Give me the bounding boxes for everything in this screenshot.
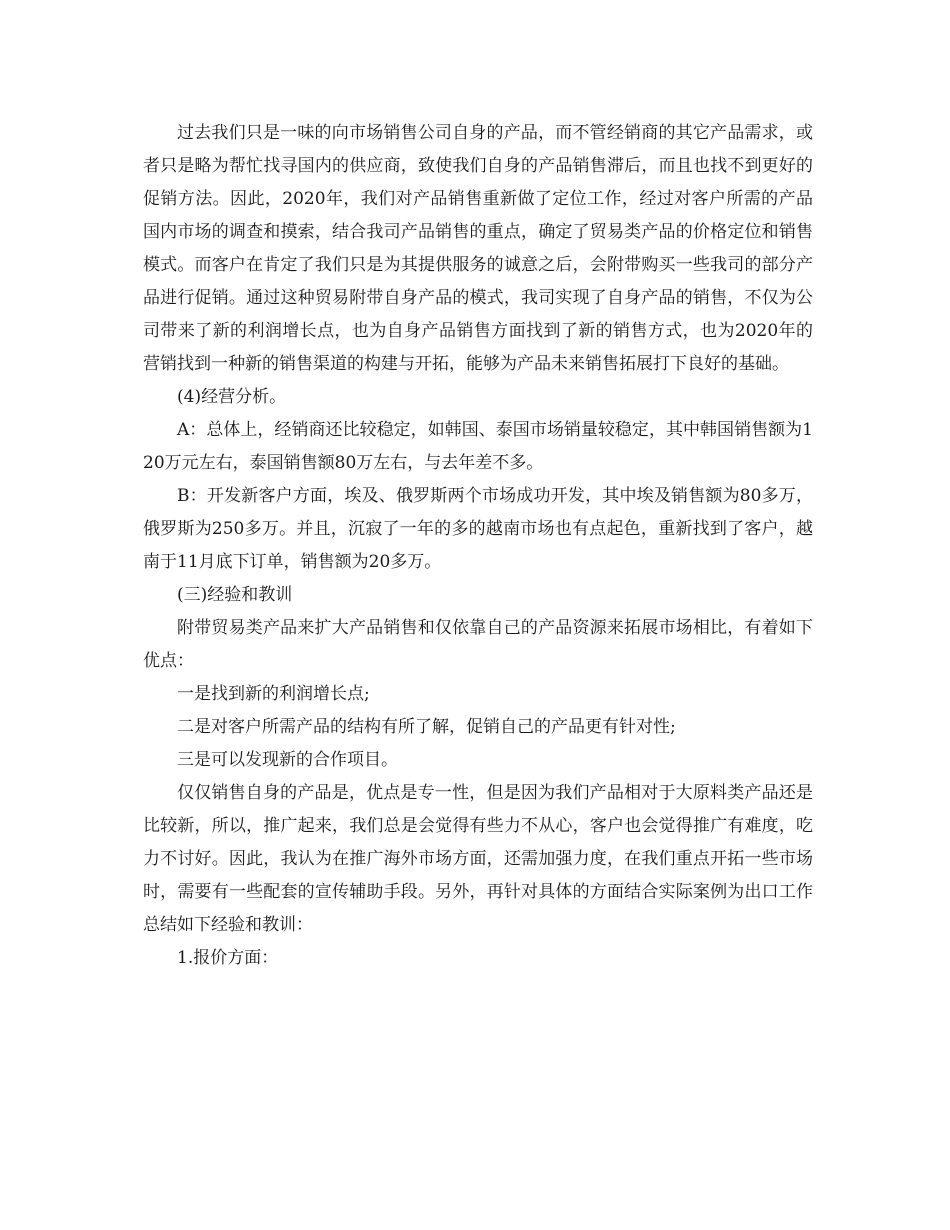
heading-quotation: 1.报价方面： [177,948,279,968]
paragraph-advantages-intro: 附带贸易类产品来扩大产品销售和仅依靠自己的产品资源来拓展市场相比，有着如下优点： [143,618,813,671]
list-item-advantage-3: 三是可以发现新的合作项目。 [177,750,398,770]
list-item-advantage-2: 二是对客户所需产品的结构有所了解，促销自己的产品更有针对性; [177,717,676,737]
paragraph-analysis-b: B：开发新客户方面，埃及、俄罗斯两个市场成功开发，其中埃及销售额为80多万，俄罗斯为250多万。并且，沉寂了一年的多的越南市场也有点起色，重新找到了客户，越南于11月底下订单，销售额为20多万。 [143,486,813,572]
heading-experience-lessons: (三)经验和教训 [177,585,293,605]
heading-business-analysis: (4)经营分析。 [177,387,287,407]
paragraph-market-positioning: 过去我们只是一味的向市场销售公司自身的产品，而不管经销商的其它产品需求，或者只是略为帮忙找寻国内的供应商，致使我们自身的产品销售滞后，而且也找不到更好的促销方法。因此，2020年，我们对产品销售重新做了定位工作，经过对客户所需的产品国内市场的调查和摸索，结合我司产品销售的重点，确定了贸易类产品的价格定位和销售模式。而客户在肯定了我们只是为其提供服务的诚意之后，会附带购买一些我司的部分产品进行促销。通过这种贸易附带自身产品的模式，我司实现了自身产品的销售，不仅为公司带来了新的利润增长点，也为自身产品销售方面找到了新的销售方式，也为2020年的营销找到一种新的销售渠道的构建与开拓，能够为产品未来销售拓展打下良好的基础。 [143,123,813,374]
paragraph-analysis-a: A：总体上，经销商还比较稳定，如韩国、泰国市场销量较稳定，其中韩国销售额为120万元左右，泰国销售额80万左右，与去年差不多。 [143,420,813,473]
list-item-advantage-1: 一是找到新的利润增长点; [177,684,370,704]
document-body [143,117,813,975]
paragraph-own-products: 仅仅销售自身的产品是，优点是专一性，但是因为我们产品相对于大原料类产品还是比较新，所以，推广起来，我们总是会觉得有些力不从心，客户也会觉得推广有难度，吃力不讨好。因此，我认为在推广海外市场方面，还需加强力度，在我们重点开拓一些市场时，需要有一些配套的宣传辅助手段。另外，再针对具体的方面结合实际案例为出口工作总结如下经验和教训： [143,783,813,935]
